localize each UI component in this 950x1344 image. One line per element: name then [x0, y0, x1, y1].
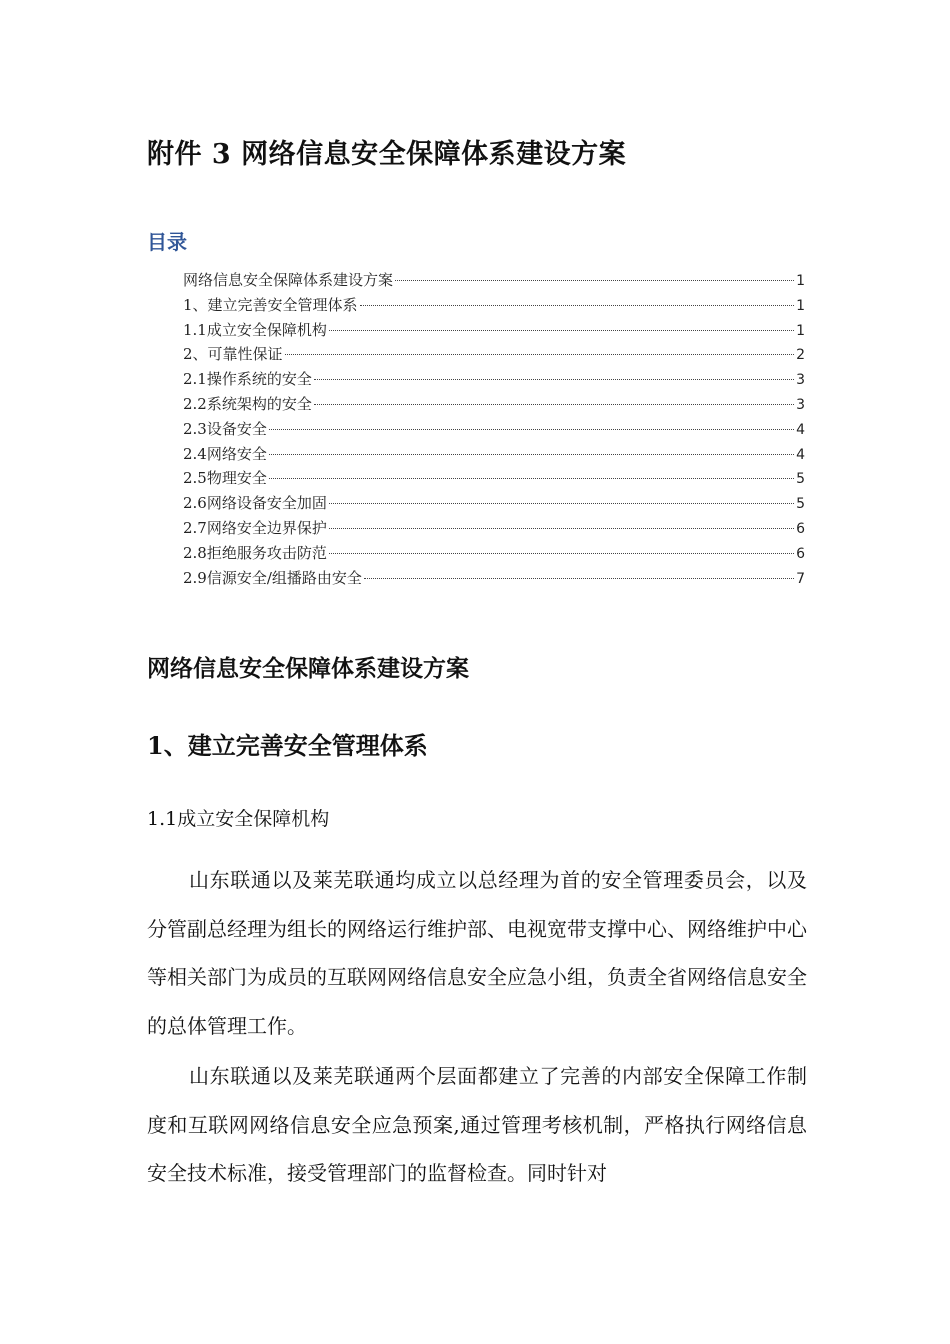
toc-entry-page: 6 — [796, 520, 805, 537]
toc-leader-dots — [395, 280, 794, 281]
toc-entry-page: 1 — [796, 322, 805, 339]
toc-entry[interactable] — [183, 318, 805, 343]
toc-entry[interactable] — [183, 442, 805, 467]
toc-entry[interactable] — [183, 417, 805, 442]
toc-entry-page: 2 — [796, 347, 805, 364]
toc-heading: 目录 — [147, 230, 187, 254]
toc-entry-page: 7 — [796, 570, 805, 587]
toc-entry[interactable] — [183, 491, 805, 516]
toc-leader-dots — [364, 578, 794, 579]
toc-entry-page: 4 — [796, 446, 805, 463]
toc-entry-page: 4 — [796, 421, 805, 438]
toc-leader-dots — [329, 553, 794, 554]
toc-entry-text: 2.3设备安全 — [183, 419, 267, 438]
toc-entry-text: 2.1操作系统的安全 — [183, 370, 312, 389]
toc-entry[interactable] — [183, 516, 805, 541]
toc-entry[interactable] — [183, 566, 805, 591]
toc-leader-dots — [314, 404, 794, 405]
section-title: 网络信息安全保障体系建设方案 — [147, 655, 469, 682]
toc-entry-text: 2.7网络安全边界保护 — [183, 518, 327, 537]
body-paragraph: 山东联通以及莱芜联通两个层面都建立了完善的内部安全保障工作制度和互联网网络信息安全应急预案,通过管理考核机制，严格执行网络信息安全技术标准，接受管理部门的监督检查。同时针对 — [147, 1064, 807, 1185]
toc-entry-text: 2.5物理安全 — [183, 469, 267, 488]
toc-entry-page: 5 — [796, 471, 805, 488]
toc-leader-dots — [269, 478, 794, 479]
toc-entry[interactable] — [183, 466, 805, 491]
body-paragraph: 山东联通以及莱芜联通均成立以总经理为首的安全管理委员会，以及分管副总经理为组长的网络运行维护部、电视宽带支撑中心、网络维护中心等相关部门为成员的互联网网络信息安全应急小组，负责全省网络信息安全的总体管理工作。 — [147, 868, 807, 1038]
toc-entry-text: 1.1成立安全保障机构 — [183, 320, 327, 339]
toc-entry-page: 3 — [796, 372, 805, 389]
toc-entry-text: 2.4网络安全 — [183, 444, 267, 463]
document-title: 附件 3 网络信息安全保障体系建设方案 — [147, 139, 627, 170]
toc-entry-text: 2.9信源安全/组播路由安全 — [183, 568, 362, 587]
toc-entry-text: 1、建立完善安全管理体系 — [183, 295, 358, 314]
toc-leader-dots — [285, 354, 795, 355]
toc-entry-page: 3 — [796, 396, 805, 413]
toc-leader-dots — [269, 454, 794, 455]
toc-leader-dots — [329, 528, 794, 529]
heading-1: 1、建立完善安全管理体系 — [147, 731, 428, 760]
toc-entry-page: 1 — [796, 273, 805, 289]
toc-leader-dots — [269, 429, 794, 430]
toc-entry-page: 6 — [796, 545, 805, 562]
toc-leader-dots — [329, 503, 794, 504]
heading-1-1: 1.1成立安全保障机构 — [147, 808, 330, 830]
table-of-contents — [183, 268, 805, 590]
toc-leader-dots — [329, 330, 794, 331]
toc-entry[interactable] — [183, 541, 805, 566]
toc-entry-text: 2.8拒绝服务攻击防范 — [183, 543, 327, 562]
toc-entry[interactable] — [183, 342, 805, 367]
toc-entry[interactable] — [183, 392, 805, 417]
toc-entry[interactable] — [183, 268, 805, 293]
toc-entry-text: 2.6网络设备安全加固 — [183, 494, 327, 513]
toc-entry-text: 2、可靠性保证 — [183, 345, 283, 364]
toc-entry-text: 网络信息安全保障体系建设方案 — [183, 271, 394, 289]
toc-entry[interactable] — [183, 293, 805, 318]
toc-leader-dots — [360, 305, 795, 306]
toc-leader-dots — [314, 379, 794, 380]
toc-entry-page: 5 — [796, 496, 805, 513]
toc-entry-text: 2.2系统架构的安全 — [183, 394, 312, 413]
toc-entry[interactable] — [183, 367, 805, 392]
toc-entry-page: 1 — [796, 297, 805, 314]
